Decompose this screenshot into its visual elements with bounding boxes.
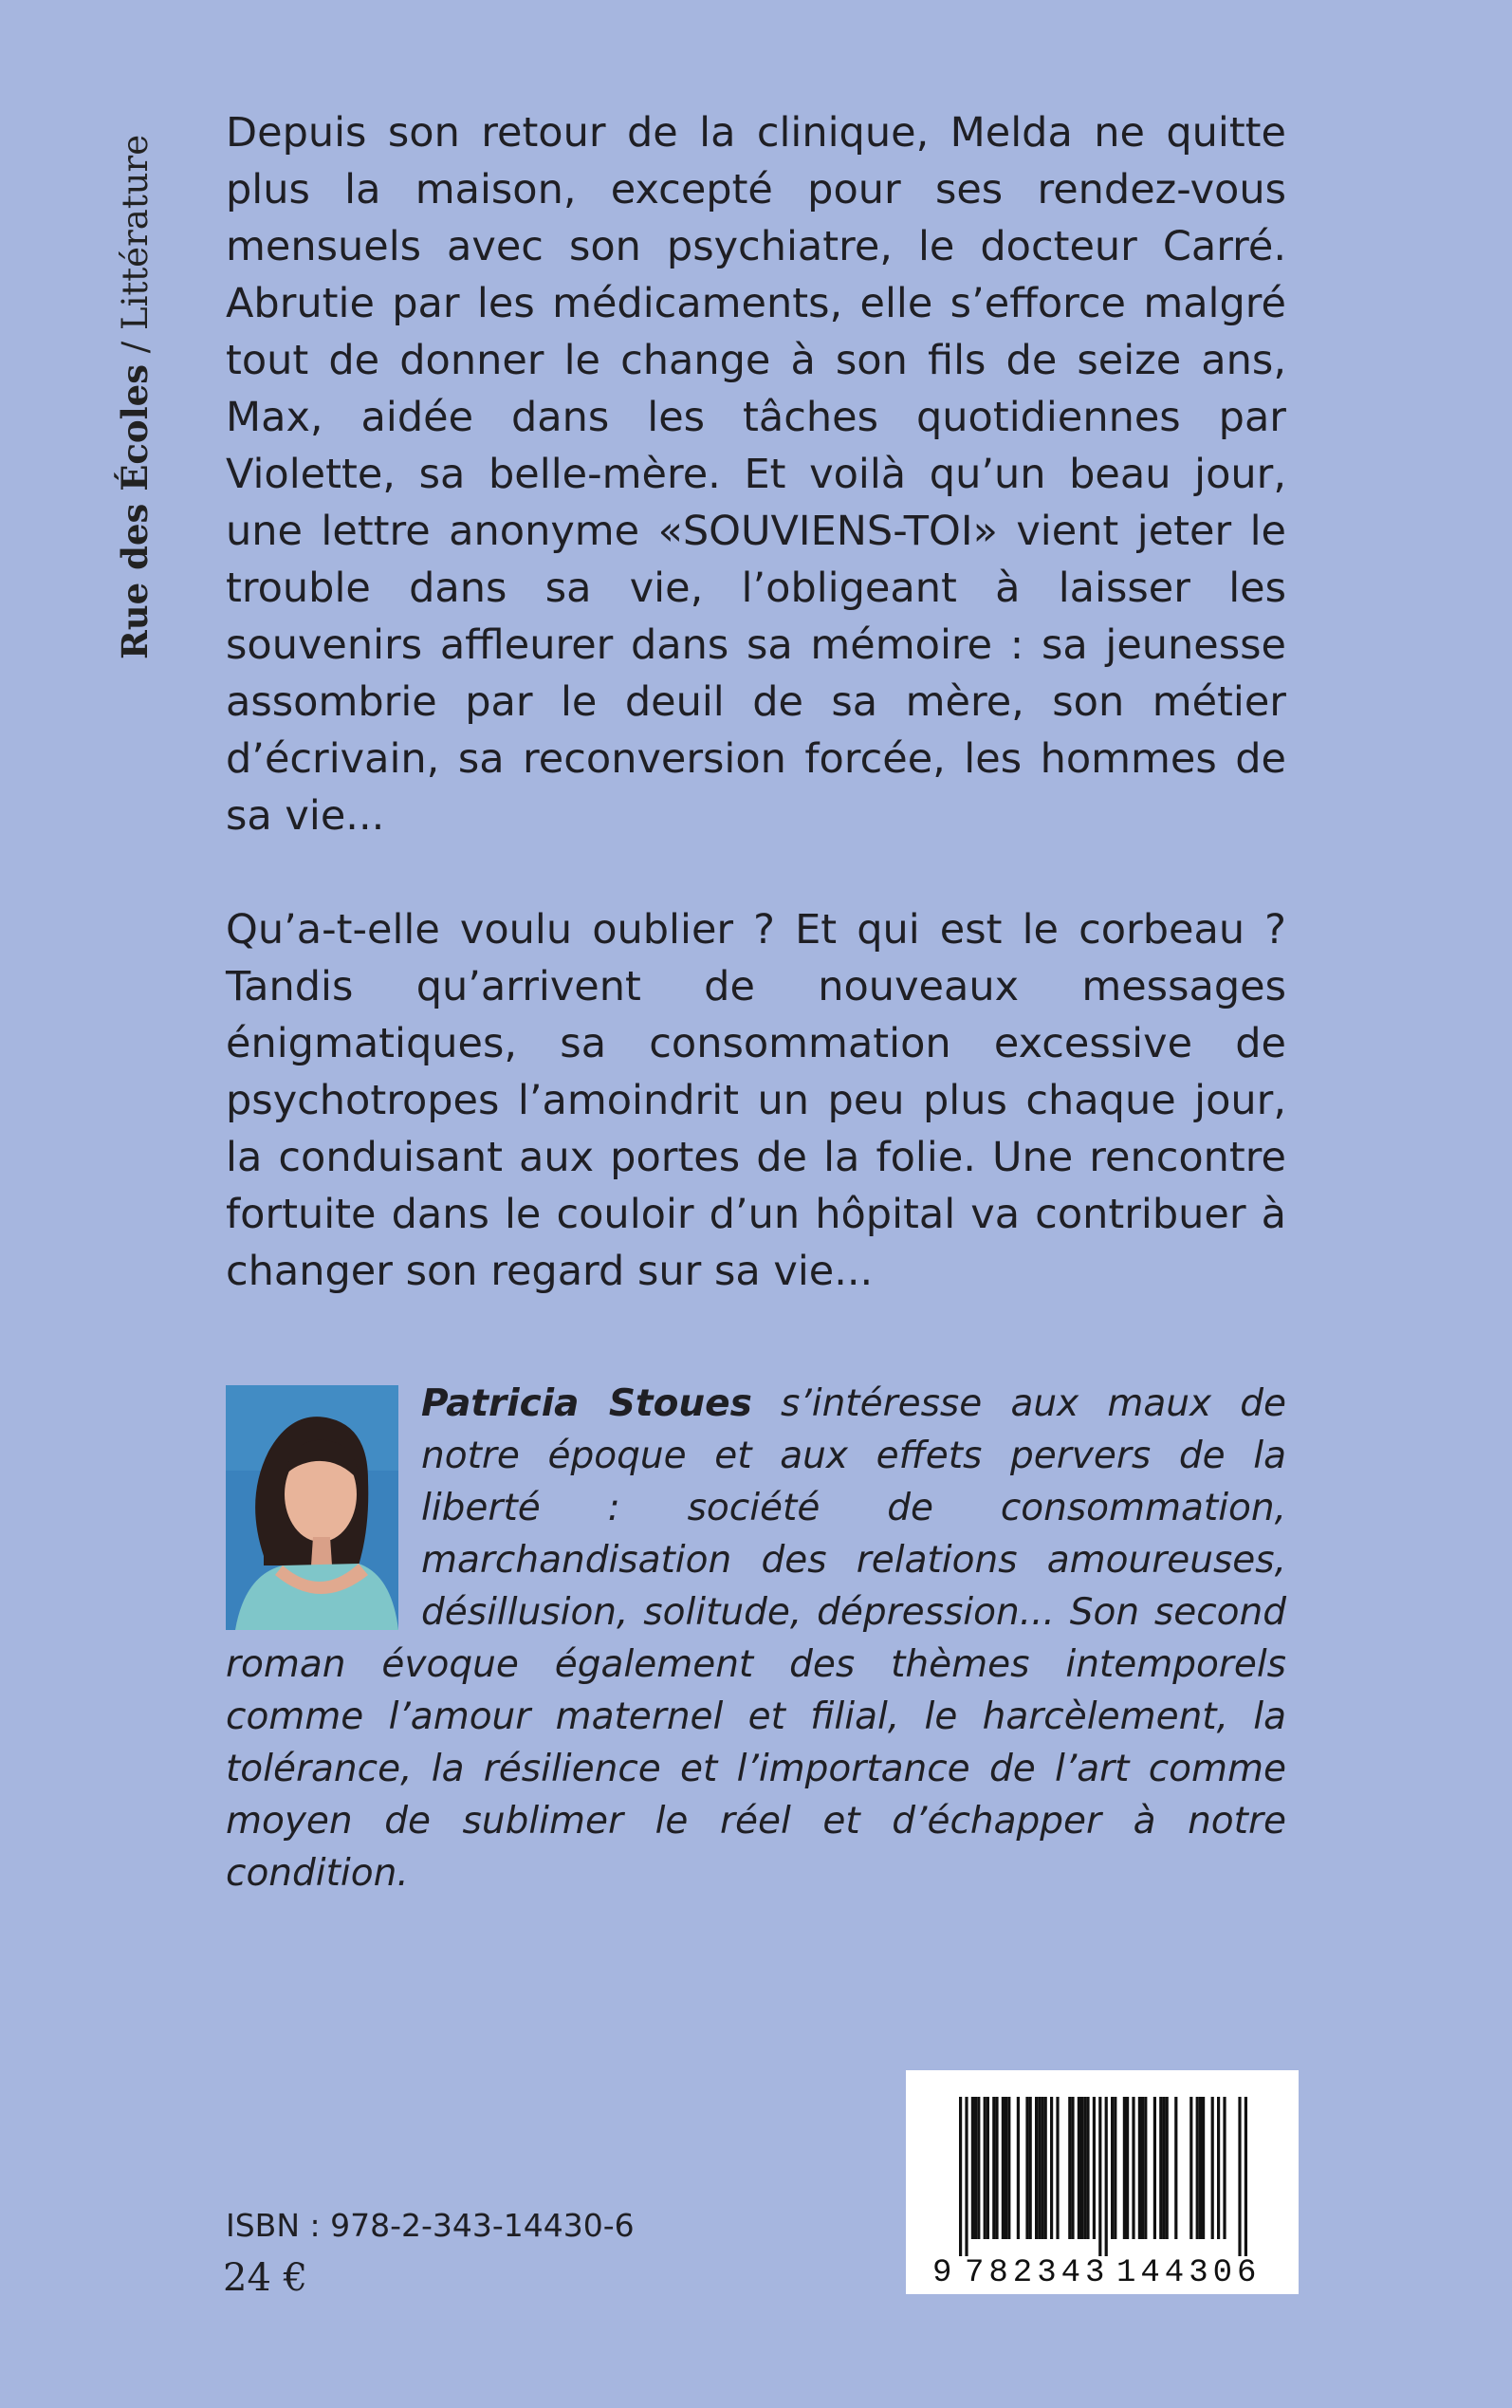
- barcode-bar: [1132, 2097, 1134, 2239]
- barcode-bar: [1083, 2097, 1086, 2239]
- barcode-bar: [1114, 2097, 1116, 2239]
- barcode-bar: [1196, 2097, 1199, 2239]
- barcode-bar: [1174, 2097, 1177, 2239]
- barcode-bar: [1005, 2097, 1007, 2239]
- barcode-bar: [1166, 2097, 1169, 2239]
- barcode-bar: [1007, 2097, 1010, 2239]
- barcode-bar: [1080, 2097, 1083, 2239]
- category-name: Littérature: [115, 134, 156, 330]
- barcode-bar: [1153, 2097, 1156, 2239]
- barcode-bar: [1126, 2097, 1129, 2239]
- barcode-bar: [1144, 2097, 1147, 2239]
- barcode-bar: [1111, 2097, 1114, 2239]
- barcode: [906, 2070, 1299, 2294]
- barcode-bar: [1138, 2097, 1141, 2239]
- barcode-bar: [1056, 2097, 1059, 2239]
- barcode-first-digit: 9: [932, 2255, 952, 2291]
- barcode-bar: [1202, 2097, 1205, 2239]
- author-portrait-image: [226, 1385, 398, 1630]
- barcode-bar: [1029, 2097, 1032, 2239]
- barcode-bar: [1123, 2097, 1126, 2239]
- barcode-bar: [995, 2097, 998, 2239]
- author-photo: [226, 1385, 398, 1630]
- spine-title: [74, 109, 156, 659]
- barcode-bar: [1159, 2097, 1162, 2239]
- isbn: ISBN : 978-2-343-14430-6: [226, 2207, 635, 2244]
- barcode-bar: [977, 2097, 980, 2239]
- barcode-bar: [1071, 2097, 1074, 2239]
- summary-paragraph-1: Depuis son retour de la clinique, Melda ne quitte plus la maison, excepté pour ses rendez-vous mensuels avec son psychiatre, le docteur Carré. Abrutie par les médicaments, elle s’efforce malgré tout de donner le change à son fils de seize ans, Max, aidée dans les tâches quotidiennes par Violette, sa belle-mère. Et voilà qu’un beau jour, une lettre anonyme «SOUVIENS-TOI» vient jeter le trouble dans sa vie, l’obligeant à laisser les souvenirs affleurer dans sa mémoire : sa jeunesse assombrie par le deuil de sa mère, son métier d’écrivain, sa reconversion forcée, les hommes de sa vie...: [226, 109, 1286, 840]
- barcode-bar: [1105, 2097, 1108, 2256]
- barcode-image: [906, 2070, 1299, 2294]
- barcode-bar: [965, 2097, 968, 2256]
- barcode-bar: [1002, 2097, 1005, 2239]
- barcode-bar: [1038, 2097, 1041, 2239]
- barcode-bar: [1189, 2097, 1192, 2239]
- barcode-bar: [1017, 2097, 1020, 2239]
- author-bio: [226, 1378, 1286, 1899]
- barcode-bar: [1068, 2097, 1071, 2239]
- barcode-bar: [1086, 2097, 1089, 2239]
- spine-separator: /: [115, 329, 156, 364]
- summary-paragraph-2: Qu’a-t-elle voulu oublier ? Et qui est le corbeau ? Tandis qu’arrivent de nouveaux messages énigmatiques, sa consommation excessive de psychotropes l’amoindrit un peu plus chaque jour, la conduisant aux portes de la folie. Une rencontre fortuite dans le couloir d’un hôpital va contribuer à changer son regard sur sa vie...: [226, 906, 1286, 1295]
- barcode-bar: [959, 2097, 962, 2256]
- barcode-bar: [984, 2097, 986, 2239]
- barcode-bar: [1141, 2097, 1144, 2239]
- barcode-bar: [1217, 2097, 1220, 2239]
- barcode-bar: [1044, 2097, 1047, 2239]
- barcode-bar: [1199, 2097, 1202, 2239]
- barcode-right-group: 144306: [1116, 2255, 1262, 2291]
- barcode-bar: [1025, 2097, 1028, 2239]
- barcode-bar: [986, 2097, 989, 2239]
- barcode-bar: [1050, 2097, 1053, 2239]
- barcode-bar: [971, 2097, 974, 2239]
- barcode-bar: [1035, 2097, 1038, 2239]
- summary: [226, 104, 1286, 1300]
- author-bio-body: s’intéresse aux maux de notre époque et aux effets pervers de la liberté : société de consommation, marchandisation des relations amoureuses, désillusion, solitude, dépression... Son second roman évoque également des thèmes intemporels comme l’amour maternel et filial, le harcèlement, la tolérance, la résilience et l’importance de l’art comme moyen de sublimer le réel et d’échapper à notre condition.: [226, 1382, 1286, 1895]
- barcode-bar: [1211, 2097, 1214, 2239]
- barcode-bar: [1041, 2097, 1043, 2239]
- barcode-bar: [1093, 2097, 1096, 2239]
- author-name: Patricia Stoues: [421, 1382, 752, 1425]
- barcode-bar: [1098, 2097, 1101, 2256]
- barcode-bar: [974, 2097, 977, 2239]
- barcode-left-group: 782343: [965, 2255, 1110, 2291]
- barcode-bar: [1238, 2097, 1241, 2256]
- barcode-bar: [1223, 2097, 1226, 2239]
- price: 24 €: [223, 2256, 308, 2300]
- barcode-bar: [1162, 2097, 1165, 2239]
- spine-text: [114, 109, 156, 659]
- barcode-bar: [992, 2097, 995, 2239]
- series-name: Rue des Écoles: [114, 363, 156, 659]
- barcode-bar: [1078, 2097, 1080, 2239]
- barcode-bar: [1245, 2097, 1247, 2256]
